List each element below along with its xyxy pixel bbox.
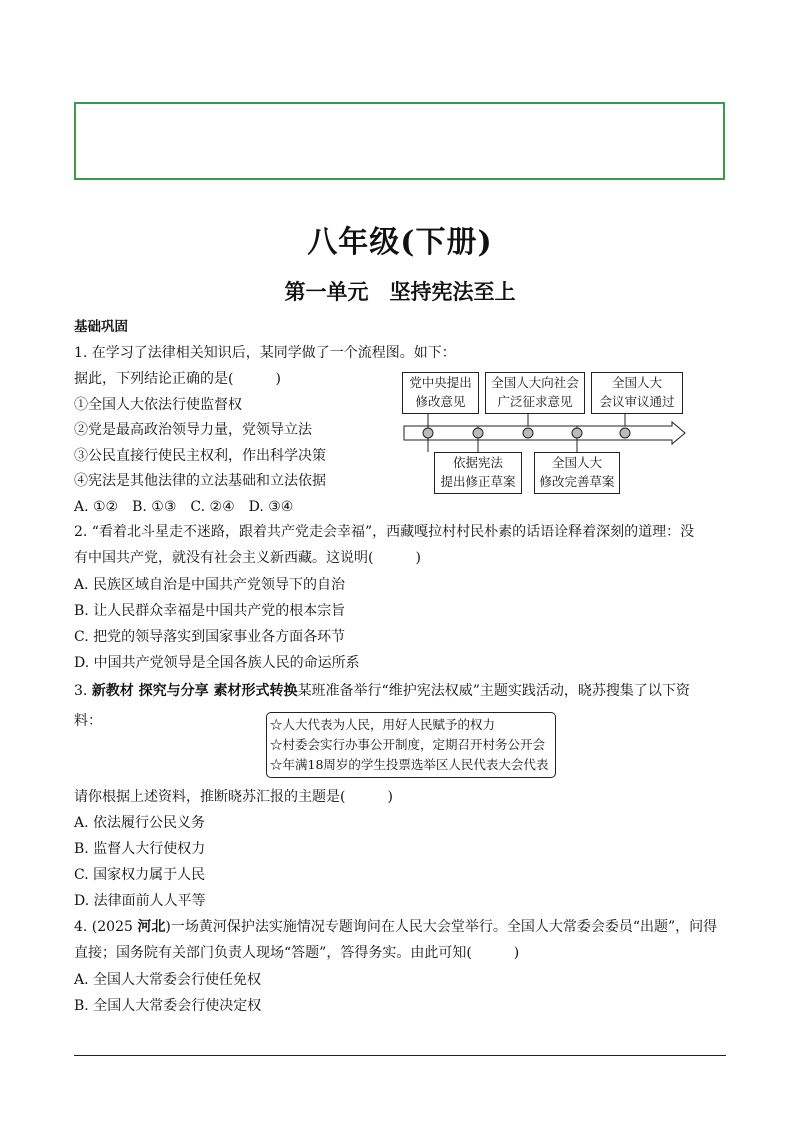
flow-box-revise-draft: 全国人大 修改完善草案	[534, 452, 620, 494]
q4-region-tag: 河北	[137, 919, 166, 935]
q4-prefix: 4. (2025	[74, 919, 138, 935]
q3-prompt: 请你根据上述资料，推断晓苏汇报的主题是( )	[74, 789, 393, 805]
page-title: 八年级(下册)	[307, 225, 493, 260]
q3-option-c: C. 国家权力属于人民	[74, 867, 206, 883]
q2-stem-line1: 2. “看着北斗星走不迷路，跟着共产党走会幸福”，西藏嘎拉村村民朴素的话语诠释着深刻的道理：没	[74, 524, 695, 540]
q3-option-d: D. 法律面前人人平等	[74, 893, 206, 909]
q4-option-b: B. 全国人大常委会行使决定权	[74, 998, 262, 1014]
q1-flowchart	[400, 370, 695, 498]
q2-option-a: A. 民族区域自治是中国共产党领导下的自治	[74, 577, 346, 593]
q1-statement-3: ③公民直接行使民主权利，作出科学决策	[74, 448, 326, 464]
header-frame	[74, 102, 725, 180]
q3-stem-text: 某班准备举行“维护宪法权威”主题实践活动，晓苏搜集了以下资	[297, 683, 690, 699]
section-heading: 基础巩固	[74, 319, 128, 335]
q3-option-a: A. 依法履行公民义务	[74, 815, 206, 831]
q3-material-1: ☆人大代表为人民，用好人民赋予的权力	[270, 717, 496, 732]
q3-materials-box	[266, 712, 556, 778]
q1-statement-4: ④宪法是其他法律的立法基础和立法依据	[74, 473, 326, 489]
q1-statement-1: ①全国人大依法行使监督权	[74, 397, 242, 413]
flow-box-npc-approval: 全国人大 会议审议通过	[591, 372, 683, 414]
flow-node	[620, 428, 630, 438]
flow-box-party-proposal: 党中央提出 修改意见	[402, 372, 479, 414]
q4-option-a: A. 全国人大常委会行使任免权	[74, 972, 262, 988]
q2-option-c: C. 把党的领导落实到国家事业各方面各环节	[74, 629, 346, 645]
flow-node	[572, 428, 582, 438]
q1-prompt: 据此，下列结论正确的是( )	[74, 371, 281, 387]
q1-statement-2: ②党是最高政治领导力量，党领导立法	[74, 422, 312, 438]
q3-tag: 新教材 探究与分享 素材形式转换	[91, 683, 298, 699]
q3-material-3: ☆年满18周岁的学生投票选举区人民代表大会代表	[270, 757, 549, 772]
flow-node	[423, 428, 433, 438]
q2-option-b: B. 让人民群众幸福是中国共产党的根本宗旨	[74, 603, 346, 619]
q4-stem-text: )一场黄河保护法实施情况专题询问在人民大会堂举行。全国人大常委会委员“出题”，问得	[165, 919, 718, 935]
q3-stem-line2: 料：	[74, 713, 102, 729]
q4-stem-line2: 直接；国务院有关部门负责人现场“答题”，答得务实。由此可知( )	[74, 945, 520, 961]
flow-box-public-consultation: 全国人大向社会 广泛征求意见	[485, 372, 585, 414]
flow-node	[523, 428, 533, 438]
q3-option-b: B. 监督人大行使权力	[74, 841, 206, 857]
unit-title: 第一单元 坚持宪法至上	[284, 279, 516, 304]
q3-number: 3.	[74, 683, 88, 699]
q1-stem: 1. 在学习了法律相关知识后，某同学做了一个流程图。如下：	[74, 345, 456, 361]
footer-rule	[74, 1055, 726, 1056]
q3-material-2: ☆村委会实行办事公开制度，定期召开村务公开会	[270, 737, 546, 752]
q2-stem-line2: 有中国共产党，就没有社会主义新西藏。这说明( )	[74, 550, 421, 566]
flow-node	[473, 428, 483, 438]
q3-stem-line1	[74, 682, 690, 700]
q1-options: A. ①② B. ①③ C. ②④ D. ③④	[74, 499, 294, 515]
q2-option-d: D. 中国共产党领导是全国各族人民的命运所系	[74, 655, 360, 671]
flow-box-draft-amendment: 依据宪法 提出修正草案	[434, 452, 522, 494]
q4-stem-line1	[74, 918, 717, 936]
